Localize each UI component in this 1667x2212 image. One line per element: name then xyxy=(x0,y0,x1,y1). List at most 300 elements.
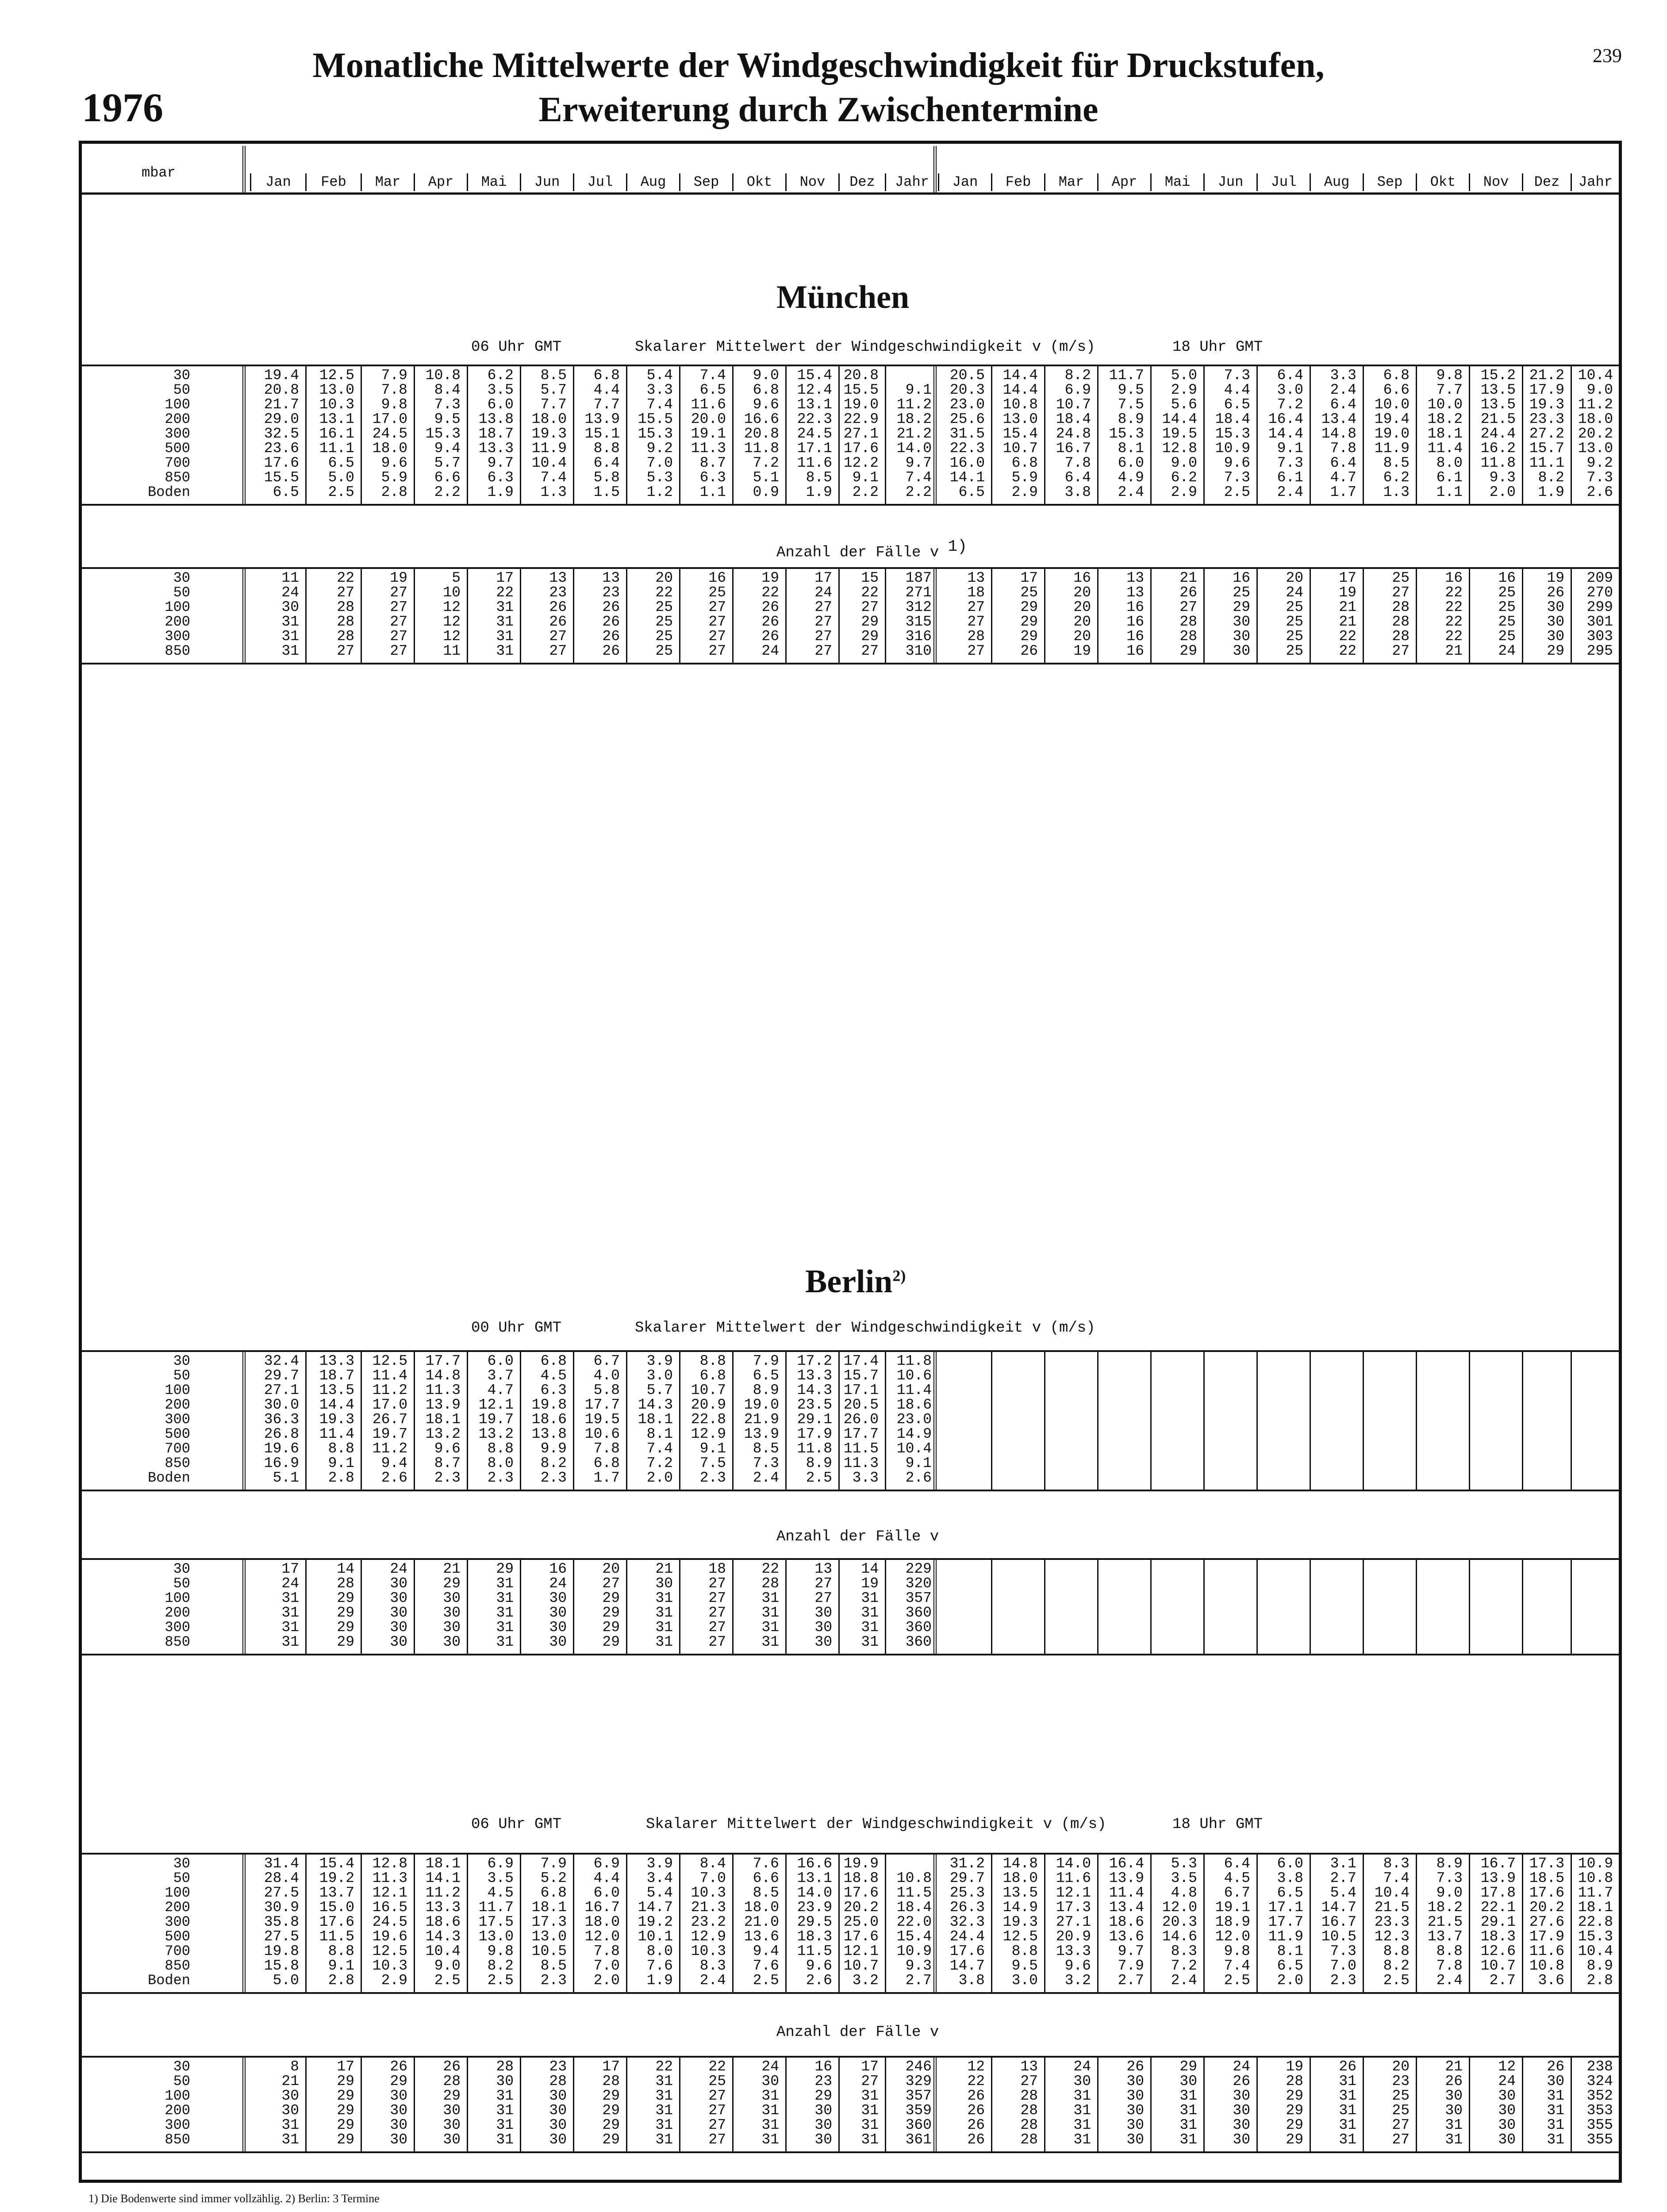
muc-speed-r-cell: 14.4 xyxy=(1162,411,1197,427)
muc-speed-l-cell: 7.3 xyxy=(434,396,461,413)
ber00-speed-l-cell: 17.9 xyxy=(797,1426,832,1442)
ber00-speed-l-cell: 12.1 xyxy=(478,1397,514,1413)
ber-speed-l-cell: 5.4 xyxy=(646,1885,673,1901)
muc-speed-r-cell: 10.7 xyxy=(1003,440,1038,457)
ber-speed-l-cell: 19.9 xyxy=(843,1855,879,1872)
muc-count-r-cell: 25 xyxy=(1498,584,1516,601)
ber-speed-r-cell: 21.5 xyxy=(1427,1914,1463,1930)
ber-count-r-cell: 31 xyxy=(1547,2117,1564,2133)
ber-count-l-cell: 26 xyxy=(443,2058,461,2075)
ber-speed-r-cell: 7.9 xyxy=(1118,1958,1144,1974)
muc-speed-r-cell: 16.7 xyxy=(1056,440,1091,457)
ber-speed-l-cell: 12.9 xyxy=(691,1928,726,1945)
ber-speed-r-cell: 3.0 xyxy=(1011,1972,1038,1989)
ber-count-l-cell: 26 xyxy=(390,2058,407,2075)
column-rule xyxy=(242,1558,246,1654)
ber-speed-r-cell: 6.5 xyxy=(1277,1958,1303,1974)
muc-speed-l-cell: 8.4 xyxy=(434,382,461,398)
ber-speed-r-cell: 12.5 xyxy=(1003,1928,1038,1945)
muc-speed-l-cell: 6.6 xyxy=(434,469,461,486)
ber-speed-r-cell: 12.6 xyxy=(1480,1943,1516,1959)
ber00-speed-l-cell: 11.3 xyxy=(843,1455,879,1471)
muc-count-l-cell: 31 xyxy=(496,643,514,659)
muc-speed-r-cell: 7.8 xyxy=(1330,440,1356,457)
column-rule xyxy=(242,2056,246,2151)
ber00-count-l-cell: 27 xyxy=(814,1575,832,1592)
ber-count-r-cell: 31 xyxy=(1073,2088,1091,2104)
ber-speed-r-cell: 10.4 xyxy=(1578,1943,1613,1959)
ber-speed-l-cell: 9.6 xyxy=(806,1958,832,1974)
ber-count-l-cell: 360 xyxy=(905,2117,932,2133)
muc-speed-l-cell: 11.6 xyxy=(691,396,726,413)
muc-count-l-cell: 31 xyxy=(281,614,299,630)
muc-count-l-cell: 26 xyxy=(602,599,620,615)
ber-count-r-cell: 355 xyxy=(1586,2117,1613,2133)
ber00-count-l-cell: 28 xyxy=(337,1575,354,1592)
month-header-jan: Jan xyxy=(938,173,991,191)
ber00-speed-l-cell: 23.0 xyxy=(896,1411,932,1428)
ber-speed-l-cell: 31.4 xyxy=(264,1855,299,1872)
ber-speed-r-cell: 6.5 xyxy=(1277,1885,1303,1901)
ber-count-l-cell: 28 xyxy=(602,2073,620,2089)
muc-count-r-cell: 22 xyxy=(1445,584,1463,601)
ber-speed-r-cell: 11.9 xyxy=(1268,1928,1303,1945)
ber-count-r-cell: 31 xyxy=(1547,2131,1564,2148)
ber-count-r-cell: 31 xyxy=(1073,2102,1091,2119)
muc-speed-r-cell: 19.3 xyxy=(1529,396,1564,413)
ber-count-l-cell: 16 xyxy=(814,2058,832,2075)
ber-speed-l-cell: 4.5 xyxy=(487,1885,514,1901)
ber-speed-l-cell: 14.0 xyxy=(797,1885,832,1901)
ber00-speed-level-100: 100 xyxy=(165,1382,190,1398)
muc-count-r-cell: 13 xyxy=(1126,570,1144,586)
muc-count-r-cell: 295 xyxy=(1586,643,1613,659)
ber-count-r-cell: 30 xyxy=(1126,2102,1144,2119)
ber00-count-l-cell: 30 xyxy=(814,1619,832,1636)
muc-speed-l-cell: 1.9 xyxy=(806,484,832,500)
ber-speed-r-cell: 14.6 xyxy=(1162,1928,1197,1945)
muc-count-r-cell: 299 xyxy=(1586,599,1613,615)
ber00-count-level-300: 300 xyxy=(165,1619,190,1636)
ber00-speed-l-cell: 6.8 xyxy=(540,1353,567,1369)
ber-speed-r-cell: 29.1 xyxy=(1480,1914,1516,1930)
ber00-speed-l-cell: 10.7 xyxy=(691,1382,726,1398)
ber00-count-l-cell: 31 xyxy=(761,1619,779,1636)
ber00-speed-l-cell: 2.8 xyxy=(328,1470,354,1486)
muc-speed-r-cell: 1.9 xyxy=(1538,484,1564,500)
ber-count-level-50: 50 xyxy=(173,2073,190,2089)
muc-speed-l-cell: 8.5 xyxy=(806,469,832,486)
ber00-count-l-cell: 14 xyxy=(337,1561,354,1577)
muc-count-l-cell: 24 xyxy=(814,584,832,601)
ber-count-r-cell: 30 xyxy=(1126,2117,1144,2133)
month-header-dez: Dez xyxy=(838,173,885,191)
ber-count-l-cell: 361 xyxy=(905,2131,932,2148)
muc-speed-r-cell: 15.7 xyxy=(1529,440,1564,457)
muc-speed-l-cell: 32.5 xyxy=(264,426,299,442)
muc-count-l-cell: 17 xyxy=(814,570,832,586)
muc-count-r-cell: 16 xyxy=(1126,599,1144,615)
ber-speed-r-cell: 22.1 xyxy=(1480,1899,1516,1916)
ber-speed-r-cell: 10.7 xyxy=(1480,1958,1516,1974)
ber-speed-r-cell: 20.2 xyxy=(1529,1899,1564,1916)
ber00-speed-l-cell: 26.7 xyxy=(372,1411,407,1428)
ber-speed-r-cell: 27.6 xyxy=(1529,1914,1564,1930)
muc-speed-l-cell: 21.7 xyxy=(264,396,299,413)
ber-speed-l-cell: 9.3 xyxy=(905,1958,932,1974)
muc-count-l-cell: 28 xyxy=(337,599,354,615)
ber00-speed-l-cell: 14.4 xyxy=(319,1397,354,1413)
ber00-speed-l-cell: 26.8 xyxy=(264,1426,299,1442)
muc-count-r-cell: 301 xyxy=(1586,614,1613,630)
muc-speed-l-cell: 17.0 xyxy=(372,411,407,427)
ber-speed-r-cell: 31.2 xyxy=(949,1855,985,1872)
ber-count-r-cell: 30 xyxy=(1126,2073,1144,2089)
ber-count-l-cell: 27 xyxy=(708,2131,726,2148)
muc-speed-r-cell: 2.9 xyxy=(1171,484,1197,500)
muc-speed-l-cell: 8.7 xyxy=(699,455,726,471)
muc-speed-r-cell: 15.4 xyxy=(1003,426,1038,442)
ber-speed-l-cell: 2.3 xyxy=(540,1972,567,1989)
ber00-speed-l-cell: 3.9 xyxy=(646,1353,673,1369)
ber-speed-r-cell: 14.0 xyxy=(1056,1855,1091,1872)
muc-speed-r-cell: 5.6 xyxy=(1171,396,1197,413)
ber-count-r-cell: 30 xyxy=(1498,2131,1516,2148)
muc-count-r-cell: 28 xyxy=(1392,628,1410,645)
muc-count-r-cell: 20 xyxy=(1073,628,1091,645)
ber-speed-level-700: 700 xyxy=(165,1943,190,1959)
ber00-speed-l-cell: 13.2 xyxy=(425,1426,461,1442)
ber-count-r-cell: 26 xyxy=(1547,2058,1564,2075)
muc-count-r-cell: 27 xyxy=(967,614,985,630)
ber-count-l-cell: 29 xyxy=(602,2102,620,2119)
ber-speed-r-cell: 9.0 xyxy=(1436,1885,1463,1901)
muc-count-l-cell: 12 xyxy=(443,599,461,615)
ber00-count-l-cell: 30 xyxy=(549,1590,567,1606)
ber-count-r-cell: 30 xyxy=(1498,2088,1516,2104)
muc-count-r-cell: 24 xyxy=(1286,584,1303,601)
muc-speed-r-cell: 24.4 xyxy=(1480,426,1516,442)
muc-count-l-cell: 19 xyxy=(390,570,407,586)
ber00-speed-l-cell: 27.1 xyxy=(264,1382,299,1398)
ber-speed-r-cell: 11.6 xyxy=(1529,1943,1564,1959)
muc-speed-l-cell: 10.8 xyxy=(425,367,461,384)
muc-speed-r-cell: 10.9 xyxy=(1215,440,1250,457)
month-header-sep: Sep xyxy=(679,173,732,191)
ber-count-r-cell: 30 xyxy=(1073,2073,1091,2089)
ber00-count-l-cell: 31 xyxy=(655,1590,673,1606)
muc-count-l-cell: 25 xyxy=(655,614,673,630)
month-header-sep: Sep xyxy=(1363,173,1416,191)
ber-speed-level-200: 200 xyxy=(165,1899,190,1916)
page-title-line1: Monatliche Mittelwerte der Windgeschwindigkeit für Druckstufen, xyxy=(312,46,1325,85)
ber-speed-level-100: 100 xyxy=(165,1885,190,1901)
muc-count-r-cell: 30 xyxy=(1547,599,1564,615)
muc-count-r-cell: 22 xyxy=(1445,628,1463,645)
muc-speed-l-cell: 29.0 xyxy=(264,411,299,427)
ber-speed-l-cell: 16.6 xyxy=(797,1855,832,1872)
year: 1976 xyxy=(82,85,163,130)
ber00-speed-l-cell: 19.3 xyxy=(319,1411,354,1428)
ber00-count-l-cell: 29 xyxy=(337,1619,354,1636)
ber-count-l-cell: 29 xyxy=(337,2102,354,2119)
muc-speed-l-cell: 15.3 xyxy=(425,426,461,442)
ber-speed-l-cell: 7.6 xyxy=(753,1855,779,1872)
ber-count-l-cell: 31 xyxy=(496,2131,514,2148)
ber-count-l-cell: 29 xyxy=(602,2088,620,2104)
ber00-speed-l-cell: 11.5 xyxy=(843,1440,879,1457)
muc-speed-r-cell: 14.1 xyxy=(949,469,985,486)
muc-count-l-cell: 31 xyxy=(281,643,299,659)
ber-speed-r-cell: 3.8 xyxy=(1277,1870,1303,1886)
ber-count-l-cell: 30 xyxy=(814,2131,832,2148)
muc-speed-l-cell: 20.8 xyxy=(843,367,879,384)
ber-count-l-cell: 31 xyxy=(655,2117,673,2133)
muc-speed-l-cell: 12.2 xyxy=(843,455,879,471)
month-header-mai: Mai xyxy=(467,173,520,191)
ber00-speed-l-cell: 8.8 xyxy=(328,1440,354,1457)
ber-speed-r-cell: 7.4 xyxy=(1383,1870,1410,1886)
muc-count-r-cell: 26 xyxy=(1020,643,1038,659)
ber-count-l-cell: 30 xyxy=(390,2131,407,2148)
ber-count-l-cell: 21 xyxy=(281,2073,299,2089)
muc-count-r-cell: 13 xyxy=(967,570,985,586)
ber-speed-r-cell: 12.0 xyxy=(1162,1899,1197,1916)
ber-count-level-300: 300 xyxy=(165,2117,190,2133)
ber-count-r-cell: 13 xyxy=(1020,2058,1038,2075)
ber-speed-l-cell: 19.6 xyxy=(372,1928,407,1945)
ber00-speed-l-cell: 8.9 xyxy=(806,1455,832,1471)
ber00-count-l-cell: 31 xyxy=(281,1590,299,1606)
ber-count-l-cell: 30 xyxy=(814,2102,832,2119)
ber-speed-r-cell: 18.3 xyxy=(1480,1928,1516,1945)
ber-speed-l-cell: 2.7 xyxy=(905,1972,932,1989)
column-rule xyxy=(242,146,246,192)
muc-count-l-cell: 22 xyxy=(761,584,779,601)
ber00-speed-l-cell: 2.3 xyxy=(487,1470,514,1486)
ber-speed-l-cell: 12.0 xyxy=(584,1928,620,1945)
muc-speed-r-cell: 6.4 xyxy=(1064,469,1091,486)
ber-count-l-cell: 24 xyxy=(761,2058,779,2075)
muc-speed-l-cell: 7.4 xyxy=(646,396,673,413)
muc-speed-level-700: 700 xyxy=(165,455,190,471)
ber-speed-r-cell: 2.3 xyxy=(1330,1972,1356,1989)
month-header-feb: Feb xyxy=(991,173,1044,191)
ber-count-r-cell: 30 xyxy=(1445,2102,1463,2119)
ber-speed-l-cell: 12.1 xyxy=(843,1943,879,1959)
month-header-mar: Mar xyxy=(361,173,414,191)
muc-speed-l-cell: 6.4 xyxy=(593,455,620,471)
month-header-jun: Jun xyxy=(1203,173,1256,191)
muc-speed-r-cell: 6.5 xyxy=(1224,396,1250,413)
muc-speed-r-cell: 18.4 xyxy=(1056,411,1091,427)
month-header-aug: Aug xyxy=(1310,173,1363,191)
ber-speed-r-cell: 6.0 xyxy=(1277,1855,1303,1872)
muc-count-l-cell: 316 xyxy=(905,628,932,645)
ber-speed-l-cell: 10.3 xyxy=(372,1958,407,1974)
muc-speed-l-cell: 8.8 xyxy=(593,440,620,457)
ber00-speed-l-cell: 12.5 xyxy=(372,1353,407,1369)
column-rule xyxy=(1256,1350,1258,1490)
month-header-apr: Apr xyxy=(1097,173,1150,191)
ber-speed-r-cell: 18.0 xyxy=(1003,1870,1038,1886)
muc-speed-l-cell: 4.4 xyxy=(593,382,620,398)
ber-count-l-cell: 31 xyxy=(655,2131,673,2148)
ber-speed-l-cell: 17.6 xyxy=(843,1885,879,1901)
ber00-speed-l-cell: 14.9 xyxy=(896,1426,932,1442)
ber00-speed-l-cell: 13.2 xyxy=(478,1426,514,1442)
ber-count-l-cell: 17 xyxy=(337,2058,354,2075)
ber00-count-l-cell: 21 xyxy=(655,1561,673,1577)
column-rule xyxy=(1256,1558,1258,1654)
muc-speed-l-cell: 13.8 xyxy=(478,411,514,427)
muc-speed-r-cell: 11.1 xyxy=(1529,455,1564,471)
muc-count-l-cell: 15 xyxy=(861,570,879,586)
ber-speed-l-cell: 14.3 xyxy=(425,1928,461,1945)
ber00-count-l-cell: 17 xyxy=(281,1561,299,1577)
ber00-speed-l-cell: 2.3 xyxy=(540,1470,567,1486)
ber00-speed-l-cell: 7.8 xyxy=(593,1440,620,1457)
ber-count-r-cell: 238 xyxy=(1586,2058,1613,2075)
column-rule xyxy=(1469,1350,1470,1490)
ber00-speed-l-cell: 17.7 xyxy=(843,1426,879,1442)
ber00-speed-l-cell: 19.6 xyxy=(264,1440,299,1457)
ber-speed-r-cell: 16.7 xyxy=(1480,1855,1516,1872)
ber00-count-l-cell: 24 xyxy=(549,1575,567,1592)
muc-count-l-cell: 26 xyxy=(761,599,779,615)
muc-count-r-cell: 28 xyxy=(1179,614,1197,630)
muc-speed-r-cell: 9.3 xyxy=(1489,469,1516,486)
ber-speed-r-cell: 16.7 xyxy=(1321,1914,1356,1930)
muc-speed-r-cell: 14.8 xyxy=(1321,426,1356,442)
column-rule xyxy=(1416,1350,1417,1490)
muc-speed-l-cell: 7.8 xyxy=(381,382,407,398)
muc-speed-l-cell: 0.9 xyxy=(753,484,779,500)
muc-count-l-cell: 27 xyxy=(708,628,726,645)
ber-speed-l-cell: 6.0 xyxy=(593,1885,620,1901)
ber-speed-r-cell: 23.3 xyxy=(1374,1914,1410,1930)
ber-count-l-cell: 30 xyxy=(390,2088,407,2104)
ber-count-r-cell: 353 xyxy=(1586,2102,1613,2119)
muc-count-r-cell: 25 xyxy=(1498,599,1516,615)
muc-speed-r-cell: 6.9 xyxy=(1064,382,1091,398)
muc-speed-l-cell: 2.5 xyxy=(328,484,354,500)
ber-caption-00: Skalarer Mittelwert der Windgeschwindigkeit v (m/s) xyxy=(635,1320,1095,1336)
ber-speed-l-cell: 2.4 xyxy=(699,1972,726,1989)
muc-speed-r-cell: 20.2 xyxy=(1578,426,1613,442)
ber-speed-l-cell: 14.1 xyxy=(425,1870,461,1886)
ber00-speed-l-cell: 11.4 xyxy=(319,1426,354,1442)
muc-count-r-cell: 27 xyxy=(1392,584,1410,601)
muc-count-l-cell: 24 xyxy=(281,584,299,601)
ber-count-l-cell: 30 xyxy=(549,2088,567,2104)
muc-speed-r-cell: 31.5 xyxy=(949,426,985,442)
ber-count-l-cell: 22 xyxy=(655,2058,673,2075)
muc-speed-r-cell: 11.2 xyxy=(1578,396,1613,413)
muc-speed-l-cell: 24.5 xyxy=(797,426,832,442)
ber-count-r-cell: 26 xyxy=(1339,2058,1356,2075)
muc-speed-r-cell: 12.8 xyxy=(1162,440,1197,457)
ber00-speed-l-cell: 8.8 xyxy=(487,1440,514,1457)
ber-count-l-cell: 27 xyxy=(708,2117,726,2133)
ber00-speed-l-cell: 29.7 xyxy=(264,1367,299,1384)
column-rule xyxy=(1203,1558,1205,1654)
muc-speed-l-cell: 27.1 xyxy=(843,426,879,442)
ber-speed-r-cell: 2.7 xyxy=(1330,1870,1356,1886)
ber-count-l-cell: 29 xyxy=(337,2117,354,2133)
ber-speed-l-cell: 21.3 xyxy=(691,1899,726,1916)
muc-speed-r-cell: 10.7 xyxy=(1056,396,1091,413)
ber-speed-l-cell: 3.4 xyxy=(646,1870,673,1886)
muc-speed-level-500: 500 xyxy=(165,440,190,457)
ber-speed-l-cell: 2.8 xyxy=(328,1972,354,1989)
muc-speed-r-cell: 19.0 xyxy=(1374,426,1410,442)
ber-count-r-cell: 24 xyxy=(1498,2073,1516,2089)
ber00-count-l-cell: 30 xyxy=(549,1634,567,1650)
muc-count-r-cell: 20 xyxy=(1073,599,1091,615)
muc-count-r-cell: 25 xyxy=(1286,643,1303,659)
muc-speed-r-cell: 8.5 xyxy=(1383,455,1410,471)
muc-count-l-cell: 12 xyxy=(443,614,461,630)
row-rule xyxy=(82,1853,1619,1855)
ber-speed-l-cell: 12.8 xyxy=(372,1855,407,1872)
ber-count-l-cell: 29 xyxy=(602,2131,620,2148)
ber00-speed-l-cell: 5.8 xyxy=(593,1382,620,1398)
ber-speed-l-cell: 11.5 xyxy=(797,1943,832,1959)
month-header-aug: Aug xyxy=(626,173,679,191)
ber00-speed-l-cell: 22.8 xyxy=(691,1411,726,1428)
muc-speed-r-cell: 7.7 xyxy=(1436,382,1463,398)
ber-count-r-cell: 20 xyxy=(1392,2058,1410,2075)
ber-time-00: 00 Uhr GMT xyxy=(471,1320,562,1336)
muc-speed-r-cell: 20.3 xyxy=(949,382,985,398)
muc-speed-l-cell: 3.3 xyxy=(646,382,673,398)
muc-speed-l-cell: 20.0 xyxy=(691,411,726,427)
ber-count-r-cell: 30 xyxy=(1233,2131,1250,2148)
ber00-count-l-cell: 28 xyxy=(761,1575,779,1592)
muc-count-l-cell: 27 xyxy=(708,599,726,615)
muc-speed-l-cell: 5.0 xyxy=(328,469,354,486)
column-rule xyxy=(1044,1558,1045,1654)
ber00-count-l-cell: 30 xyxy=(390,1605,407,1621)
ber00-count-l-cell: 31 xyxy=(861,1605,879,1621)
muc-count-r-cell: 29 xyxy=(1020,599,1038,615)
muc-count-r-cell: 21 xyxy=(1339,614,1356,630)
muc-count-l-cell: 28 xyxy=(337,614,354,630)
muc-speed-r-cell: 2.9 xyxy=(1011,484,1038,500)
muc-count-r-cell: 19 xyxy=(1339,584,1356,601)
ber-count-r-cell: 30 xyxy=(1233,2088,1250,2104)
ber00-speed-level-50: 50 xyxy=(173,1367,190,1384)
ber00-speed-l-cell: 9.6 xyxy=(434,1440,461,1457)
ber-count-l-cell: 8 xyxy=(290,2058,299,2075)
ber00-speed-l-cell: 8.8 xyxy=(699,1353,726,1369)
muc-speed-level-200: 200 xyxy=(165,411,190,427)
ber-count-l-cell: 29 xyxy=(602,2117,620,2133)
muc-speed-r-cell: 10.0 xyxy=(1374,396,1410,413)
ber-count-r-cell: 31 xyxy=(1547,2102,1564,2119)
muc-count-l-cell: 11 xyxy=(443,643,461,659)
ber-count-l-cell: 28 xyxy=(496,2058,514,2075)
muc-speed-l-cell: 9.0 xyxy=(753,367,779,384)
ber-count-r-cell: 30 xyxy=(1547,2073,1564,2089)
ber-speed-r-cell: 18.9 xyxy=(1215,1914,1250,1930)
row-rule xyxy=(82,1654,1619,1655)
ber-speed-l-cell: 13.6 xyxy=(744,1928,779,1945)
muc-speed-r-cell: 22.3 xyxy=(949,440,985,457)
ber-count-l-cell: 30 xyxy=(443,2117,461,2133)
ber-speed-l-cell: 13.7 xyxy=(319,1885,354,1901)
